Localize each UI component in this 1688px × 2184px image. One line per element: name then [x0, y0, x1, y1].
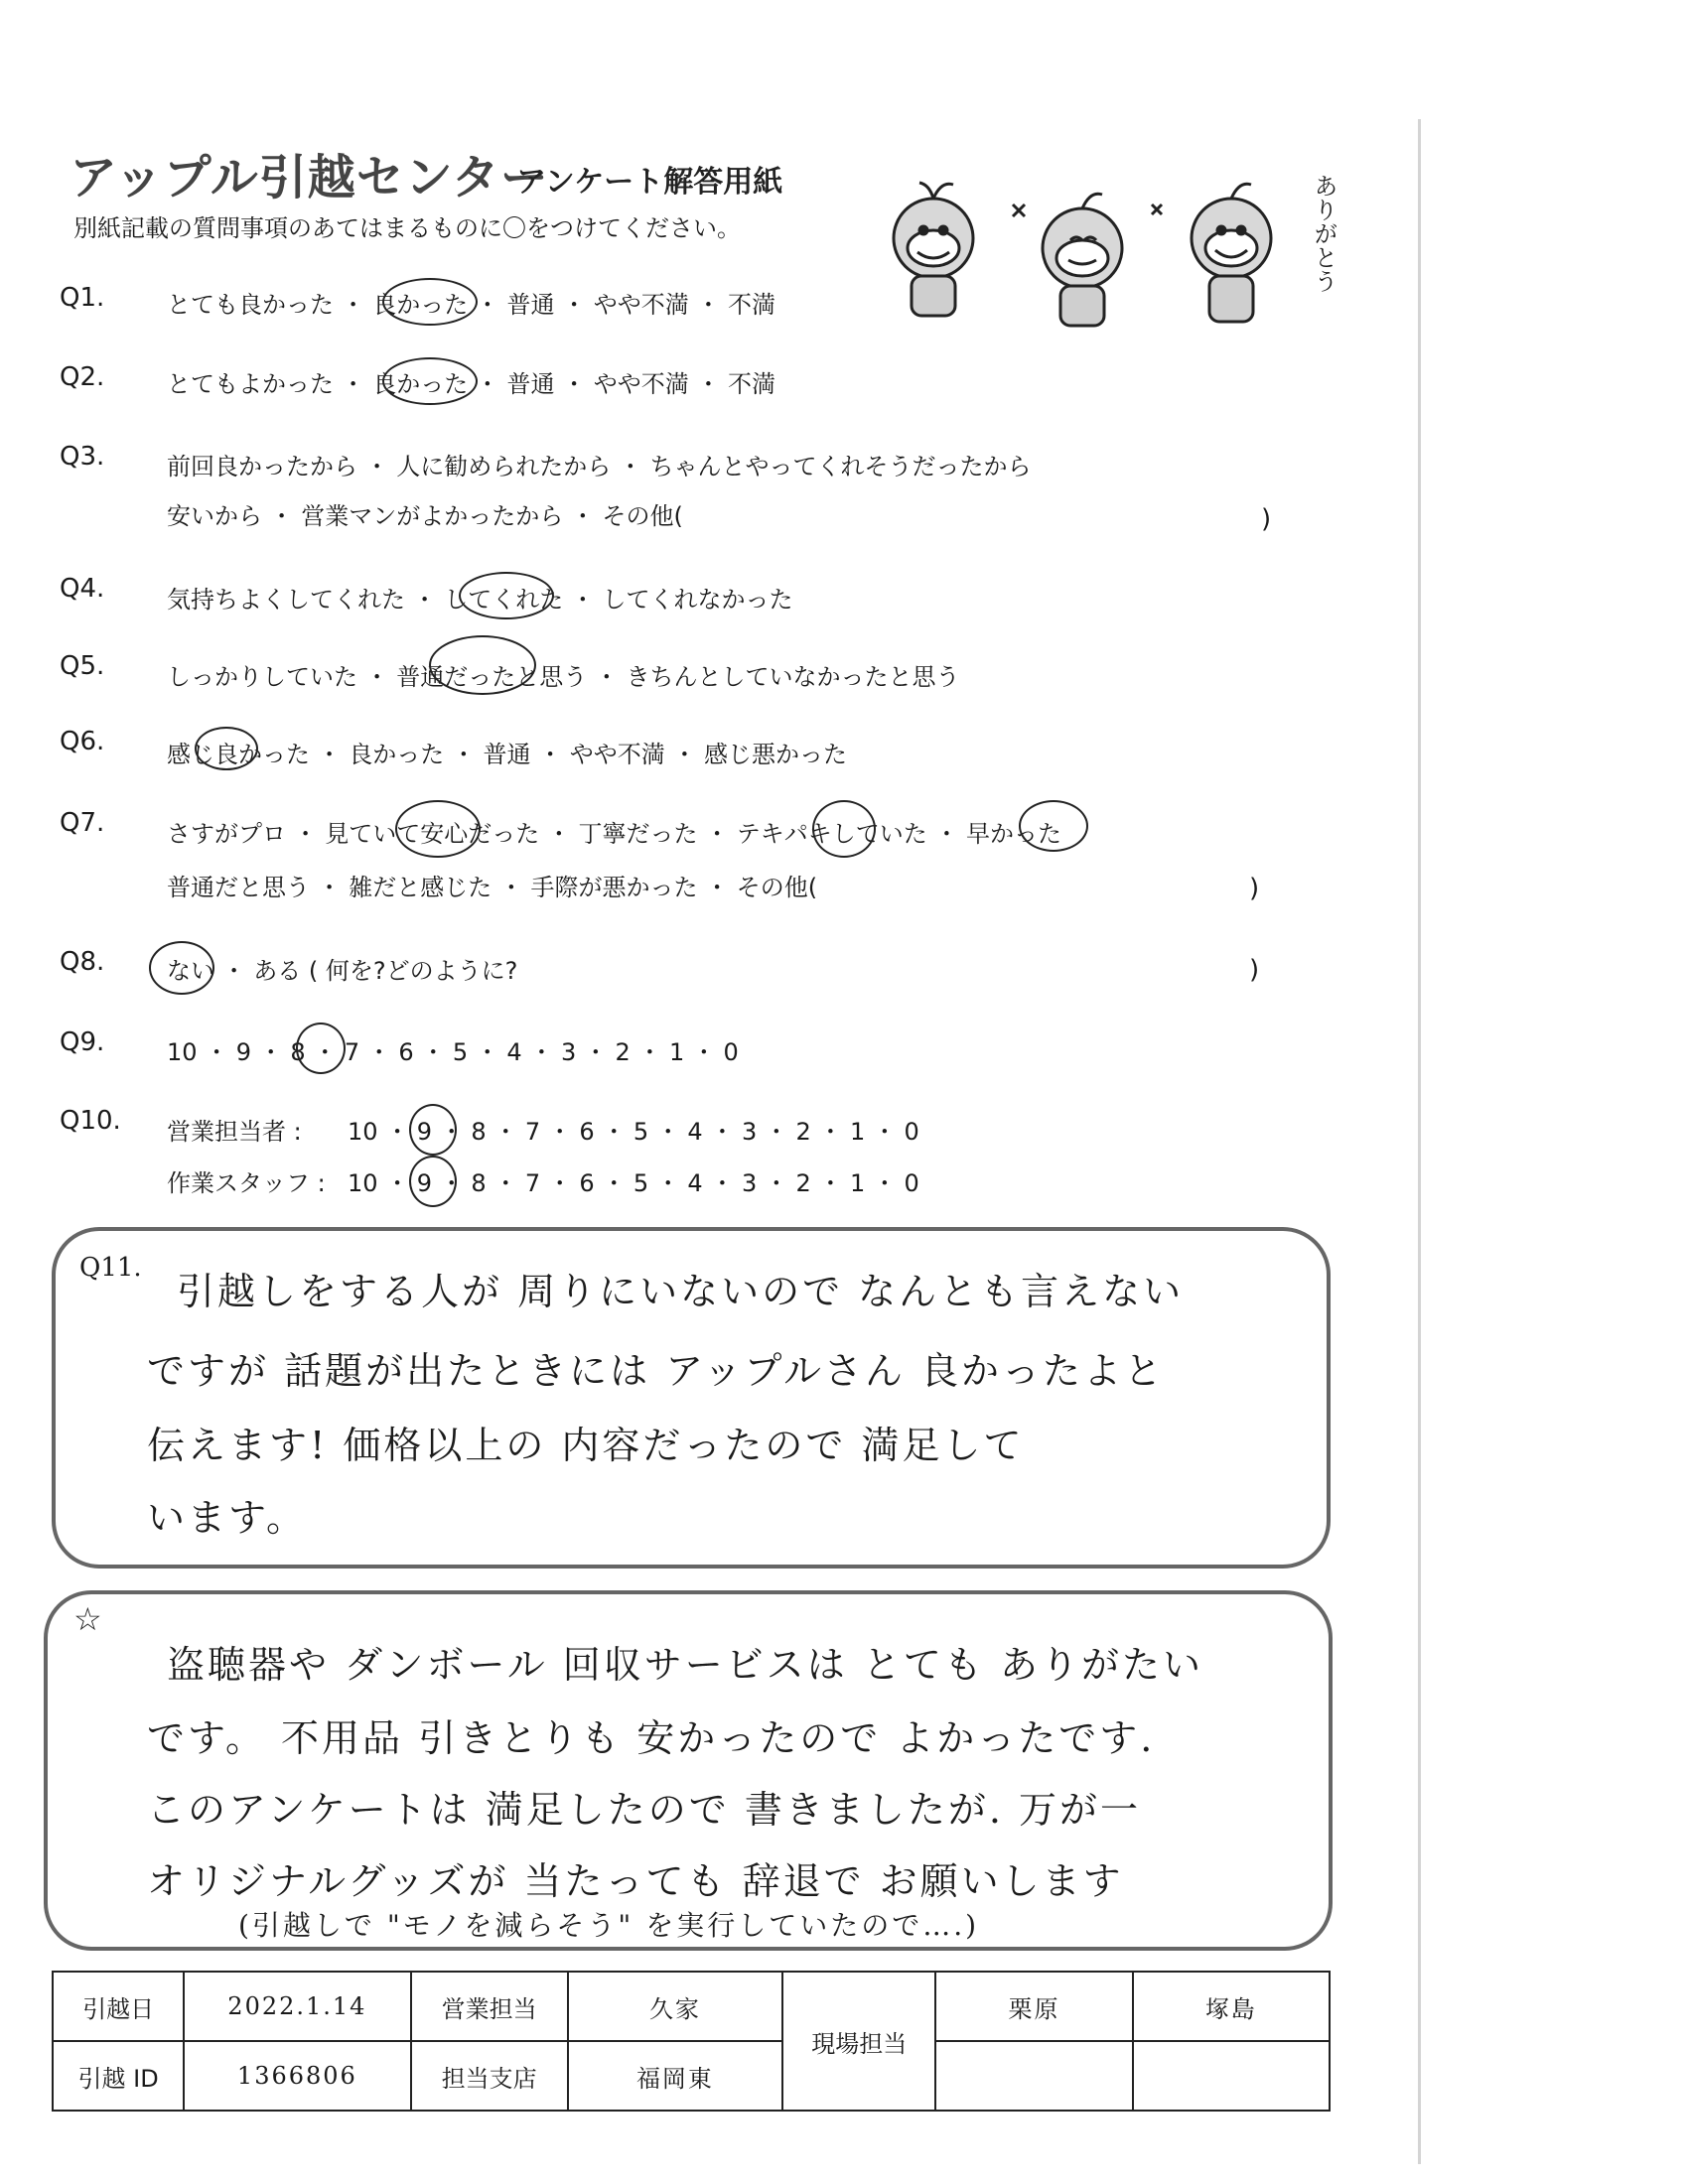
q3-options-line1: 前回良かったから ・ 人に勧められたから ・ ちゃんとやってくれそうだったから [167, 453, 1032, 480]
q3-label: Q3. [60, 442, 105, 472]
star-mark-icon: ☆ [73, 1600, 102, 1638]
q4-selected-circle [459, 572, 554, 619]
q10-staff-selected-circle [409, 1156, 457, 1207]
form-subtitle: アンケート解答用紙 [516, 165, 783, 200]
q3-options-line2: 安いから ・ 営業マンがよかったから ・ その他( [167, 502, 683, 530]
sales-rep-value: 久家 [568, 1972, 782, 2041]
q7-label: Q7. [60, 808, 105, 838]
company-title: アップル引越センター [70, 150, 549, 205]
comment-line-4: オリジナルグッズが 当たっても 辞退で お願いします [147, 1859, 1124, 1903]
q10-label: Q10. [60, 1106, 121, 1136]
q11-line-4: います。 [147, 1496, 307, 1540]
q7-close-paren: ) [1249, 874, 1260, 903]
q2-options: とてもよかった ・ 良かった ・ 普通 ・ やや不満 ・ 不満 [167, 370, 776, 398]
site-rep-2-empty [1133, 2041, 1330, 2111]
q4-options: 気持ちよくしてくれた ・ してくれた ・ してくれなかった [167, 586, 793, 614]
comment-line-2: です。 不用品 引きとりも 安かったので よかったです. [147, 1716, 1156, 1760]
thanks-vertical-text: ありがとう [1310, 174, 1337, 293]
q3-close-paren: ) [1261, 504, 1272, 534]
branch-value: 福岡東 [568, 2041, 782, 2111]
q1-options: とても良かった ・ 良かった ・ 普通 ・ やや不満 ・ 不満 [167, 291, 776, 319]
q2-label: Q2. [60, 362, 105, 392]
q11-line-3: 伝えます! 価格以上の 内容だったので 満足して [147, 1424, 1025, 1467]
mascot-gorilla-right-icon [1192, 184, 1271, 322]
move-id-value: 1366806 [184, 2041, 410, 2111]
q7-options-line1: さすがプロ ・ 見ていて安心だった ・ 丁寧だった ・ テキパキしていた ・ 早かった [167, 820, 1062, 848]
q7-selected-circle-1 [395, 800, 481, 858]
q8-options: ない ・ ある ( 何を?どのように? [167, 957, 518, 985]
sales-rep-label: 営業担当 [411, 1972, 568, 2041]
q1-selected-circle [382, 278, 478, 326]
q5-label: Q5. [60, 651, 105, 681]
move-date-label: 引越日 [53, 1972, 184, 2041]
q9-label: Q9. [60, 1027, 105, 1057]
q11-line-1: 引越しをする人が 周りにいないので なんとも言えない [177, 1270, 1185, 1313]
comment-line-1: 盗聴器や ダンボール 回収サービスは とても ありがたい [167, 1643, 1203, 1687]
q6-options: 感じ良かった ・ 良かった ・ 普通 ・ やや不満 ・ 感じ悪かった [167, 741, 848, 768]
q7-selected-circle-3 [1019, 800, 1088, 852]
site-rep-label: 現場担当 [782, 1972, 935, 2111]
q6-label: Q6. [60, 727, 105, 756]
q7-options-line2: 普通だと思う ・ 雑だと感じた ・ 手際が悪かった ・ その他( [167, 874, 818, 901]
comment-note: (引越しで "モノを減らそう" を実行していたので….) [238, 1909, 980, 1942]
q6-selected-circle [195, 727, 258, 770]
q8-selected-circle [149, 941, 214, 995]
site-rep-2-value: 塚島 [1133, 1972, 1330, 2041]
footer-info-table [52, 1971, 1331, 2112]
q11-line-2: ですが 話題が出たときには アップルさん 良かったよと [147, 1349, 1166, 1393]
q10-staff-options: 10 ・ 9 ・ 8 ・ 7 ・ 6 ・ 5 ・ 4 ・ 3 ・ 2 ・ 1 ・ 0 [348, 1169, 919, 1197]
q10-staff-label: 作業スタッフ : [167, 1169, 326, 1197]
mascot-gorilla-middle-icon [1013, 194, 1162, 326]
q2-selected-circle [382, 357, 478, 405]
q9-options: 10 ・ 9 ・ 8 ・ 7 ・ 6 ・ 5 ・ 4 ・ 3 ・ 2 ・ 1 ・ 0 [167, 1038, 739, 1066]
site-rep-1-empty [935, 2041, 1132, 2111]
q10-sales-selected-circle [409, 1104, 457, 1156]
gorilla-mascots-illustration [874, 149, 1331, 347]
branch-label: 担当支店 [411, 2041, 568, 2111]
q8-label: Q8. [60, 947, 105, 977]
q5-options: しっかりしていた ・ 普通だったと思う ・ きちんとしていなかったと思う [167, 663, 960, 691]
site-rep-1-value: 栗原 [935, 1972, 1132, 2041]
move-id-label: 引越 ID [53, 2041, 184, 2111]
q4-label: Q4. [60, 574, 105, 604]
move-date-value: 2022.1.14 [184, 1972, 410, 2041]
instruction-text: 別紙記載の質問事項のあてはまるものに〇をつけてください。 [73, 214, 741, 242]
q9-selected-circle [296, 1023, 346, 1074]
q7-selected-circle-2 [812, 800, 876, 858]
q11-label: Q11. [79, 1253, 142, 1283]
q1-label: Q1. [60, 283, 105, 313]
mascot-gorilla-left-icon [894, 183, 973, 316]
q8-close-paren: ) [1249, 955, 1260, 985]
q10-sales-options: 10 ・ 9 ・ 8 ・ 7 ・ 6 ・ 5 ・ 4 ・ 3 ・ 2 ・ 1 ・ 0 [348, 1118, 919, 1146]
page-edge-line [1418, 119, 1421, 2164]
q5-selected-circle [429, 635, 536, 695]
comment-line-3: このアンケートは 満足したので 書きましたが. 万が一 [147, 1788, 1142, 1832]
q10-sales-label: 営業担当者 : [167, 1118, 302, 1146]
